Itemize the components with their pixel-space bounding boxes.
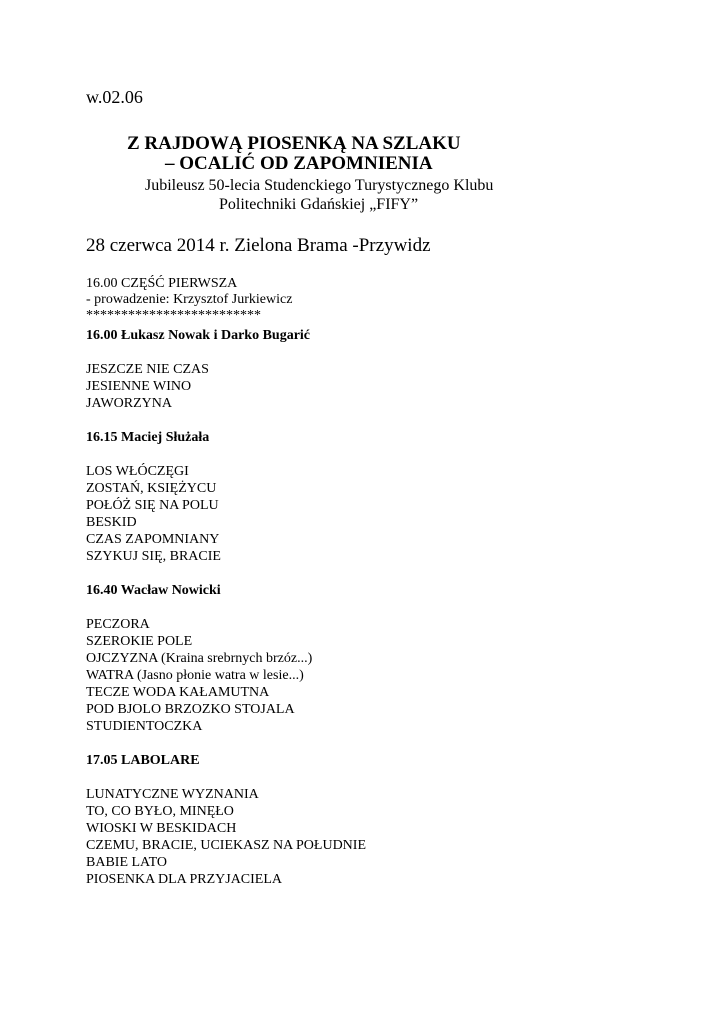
song-title: ZOSTAŃ, KSIĘŻYCU (86, 481, 217, 496)
performer-heading: 17.05 LABOLARE (86, 753, 200, 768)
program-block (86, 429, 366, 582)
spacer (86, 769, 366, 786)
song-title: SZYKUJ SIĘ, BRACIE (86, 549, 221, 564)
subtitle-line1: Jubileusz 50-lecia Studenckiego Turystycznego Klubu (145, 177, 494, 194)
document-id: w.02.06 (86, 87, 143, 107)
song-title: STUDIENTOCZKA (86, 719, 203, 734)
song-title: PIOSENKA DLA PRZYJACIELA (86, 872, 283, 887)
song-title: POŁÓŻ SIĘ NA POLU (86, 498, 219, 513)
spacer (86, 412, 366, 429)
song-title: WIOSKI W BESKIDACH (86, 821, 237, 836)
song-title: PECZORA (86, 617, 150, 632)
part-header (86, 276, 292, 324)
song-title: LUNATYCZNE WYZNANIA (86, 787, 259, 802)
document-title-line1: Z RAJDOWĄ PIOSENKĄ NA SZLAKU (127, 133, 461, 154)
song-title: JAWORZYNA (86, 396, 172, 411)
subtitle-line2: Politechniki Gdańskiej „FIFY” (219, 196, 419, 213)
song-title: OJCZYZNA (Kraina srebrnych brzóz...) (86, 651, 313, 666)
program-list (86, 327, 366, 888)
event-date-place: 28 czerwca 2014 r. Zielona Brama -Przywidz (86, 235, 431, 256)
song-title: WATRA (Jasno płonie watra w lesie...) (86, 668, 304, 683)
song-title: SZEROKIE POLE (86, 634, 193, 649)
performer-heading: 16.40 Wacław Nowicki (86, 583, 221, 598)
song-title: POD BJOLO BRZOZKO STOJALA (86, 702, 295, 717)
spacer (86, 599, 366, 616)
spacer (86, 446, 366, 463)
song-title: BABIE LATO (86, 855, 168, 870)
spacer (86, 735, 366, 752)
program-block (86, 752, 366, 888)
performer-heading: 16.15 Maciej Służała (86, 430, 210, 445)
spacer (86, 565, 366, 582)
document-title-line2: – OCALIĆ OD ZAPOMNIENIA (165, 153, 433, 174)
performer-heading: 16.00 Łukasz Nowak i Darko Bugarić (86, 328, 311, 343)
spacer (86, 344, 366, 361)
song-title: CZAS ZAPOMNIANY (86, 532, 220, 547)
program-block (86, 327, 366, 429)
song-title: JESIENNE WINO (86, 379, 192, 394)
song-title: BESKID (86, 515, 137, 530)
song-title: TO, CO BYŁO, MINĘŁO (86, 804, 234, 819)
part-host: - prowadzenie: Krzysztof Jurkiewicz (86, 292, 293, 307)
program-block (86, 582, 366, 752)
part-separator: ************************* (86, 308, 261, 323)
song-title: JESZCZE NIE CZAS (86, 362, 209, 377)
song-title: TECZE WODA KAŁAMUTNA (86, 685, 270, 700)
song-title: CZEMU, BRACIE, UCIEKASZ NA POŁUDNIE (86, 838, 366, 853)
song-title: LOS WŁÓCZĘGI (86, 464, 189, 479)
part-heading: 16.00 CZĘŚĆ PIERWSZA (86, 276, 238, 291)
